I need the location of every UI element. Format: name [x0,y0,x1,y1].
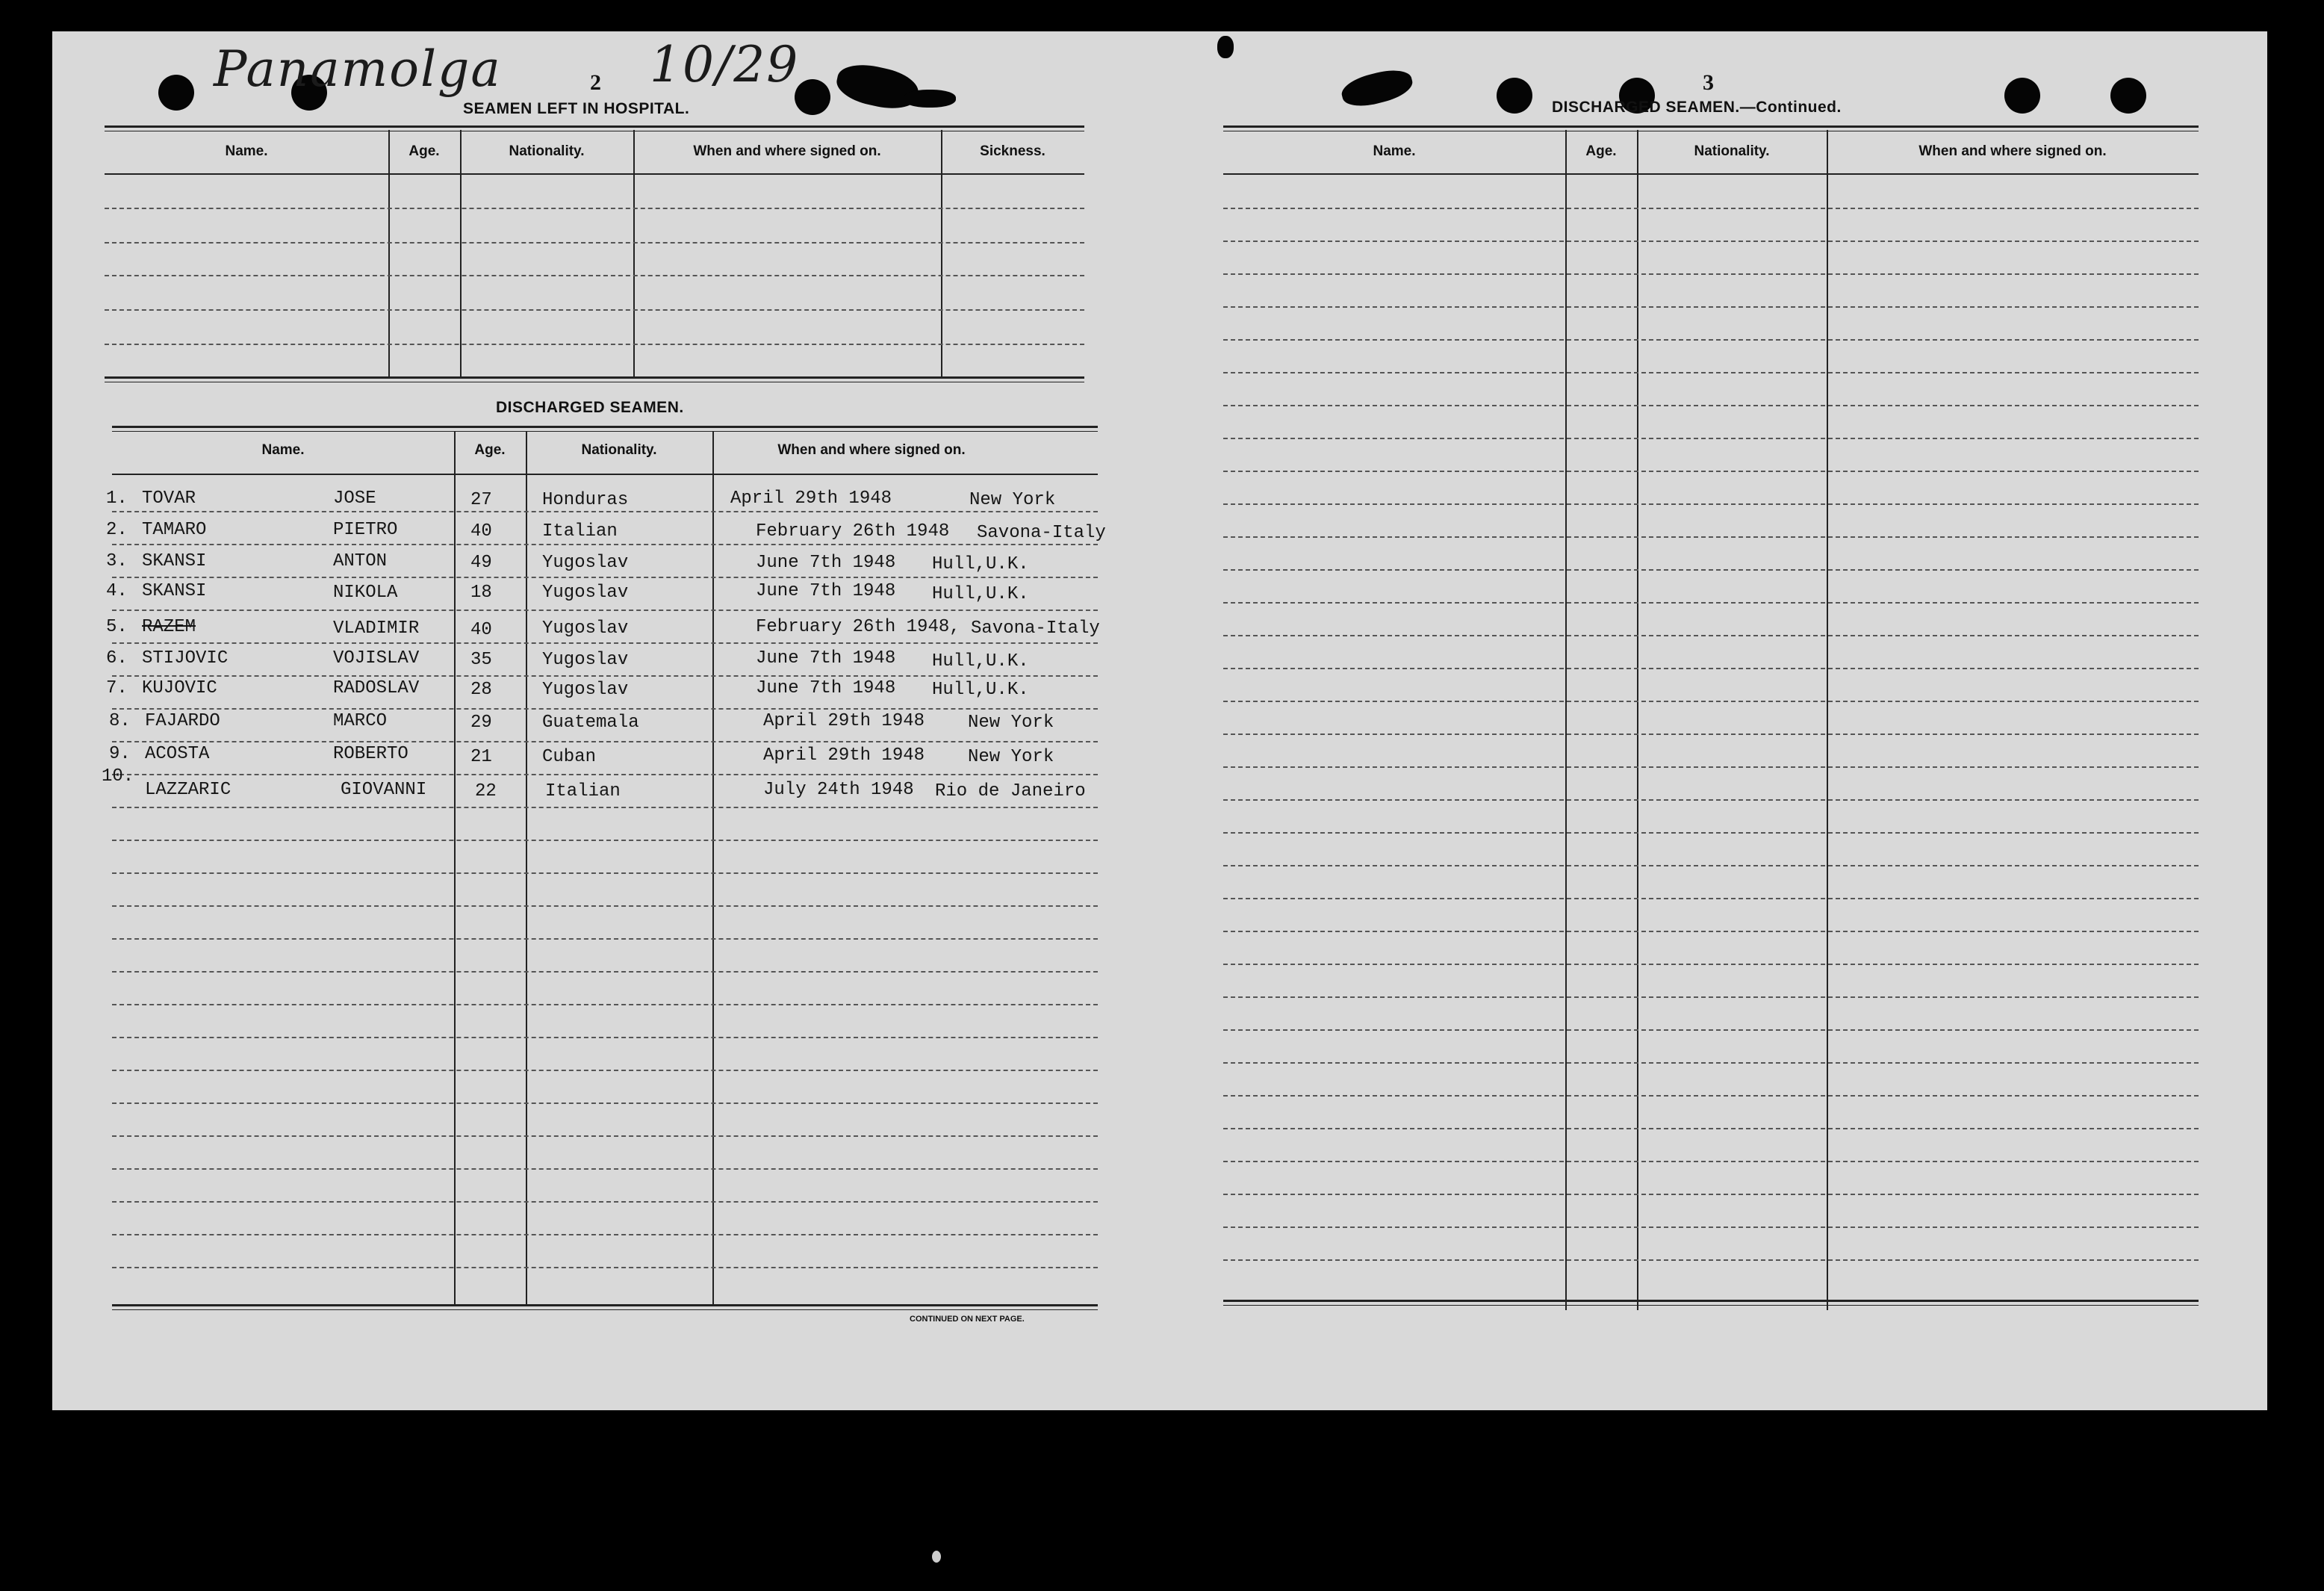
punch-hole [158,75,194,111]
given-name: VLADIMIR [333,618,420,639]
ink-blot [1217,36,1234,58]
surname: STIJOVIC [142,648,229,669]
age: 40 [470,620,492,640]
age: 35 [470,650,492,670]
row-number: 3. [106,551,128,571]
page-number-left: 2 [590,70,601,95]
discharged-continued-table [1223,125,2199,1321]
age: 21 [470,747,492,767]
signed-on-place: New York [968,747,1054,767]
header-name: Name. [225,143,268,159]
signed-on-date: June 7th 1948 [756,553,896,573]
surname: TAMARO [142,520,207,540]
discharged-table [102,426,1106,1339]
signed-on-place: New York [969,490,1056,510]
nationality: Italian [542,521,618,542]
nationality: Guatemala [542,713,639,733]
nationality: Yugoslav [542,680,629,700]
hospital-section-title: SEAMEN LEFT IN HOSPITAL. [463,100,690,117]
film-speck [932,1551,941,1563]
discharged-continued-title: DISCHARGED SEAMEN.—Continued. [1552,99,1842,116]
header-name: Name. [261,442,305,458]
handwritten-ship-name: Panamolga [214,40,502,98]
surname: FAJARDO [145,711,220,731]
header-signed-on: When and where signed on. [1918,143,2107,159]
manifest-sheet [52,31,2267,1410]
given-name: ROBERTO [333,744,408,764]
given-name: RADOSLAV [333,678,420,698]
punch-hole [795,79,830,115]
nationality: Yugoslav [542,650,629,670]
given-name: NIKOLA [333,583,398,603]
discharged-section-title: DISCHARGED SEAMEN. [496,399,684,416]
row-number: 8. [109,711,131,731]
header-nationality: Nationality. [581,442,657,458]
page-number-right: 3 [1703,70,1714,95]
given-name: GIOVANNI [341,780,427,800]
nationality: Yugoslav [542,583,629,603]
header-nationality: Nationality. [1694,143,1770,159]
ink-blot [833,59,922,114]
surname: TOVAR [142,489,196,509]
header-signed-on: When and where signed on. [777,442,966,458]
signed-on-place: Savona-Italy [977,523,1106,543]
ink-blot [1339,65,1416,111]
punch-hole [1497,78,1532,114]
signed-on-place: Savona-Italy [971,618,1100,639]
signed-on-date: February 26th 1948, [756,617,960,637]
signed-on-date: June 7th 1948 [756,581,896,601]
surname: LAZZARIC [145,780,232,800]
signed-on-date: April 29th 1948 [763,745,925,766]
given-name: MARCO [333,711,388,731]
age: 22 [475,781,497,801]
row-number: 10. [102,766,134,787]
handwritten-number: 10/29 [650,36,800,93]
nationality: Yugoslav [542,618,629,639]
given-name: JOSE [333,489,376,509]
header-nationality: Nationality. [509,143,585,159]
header-age: Age. [1585,143,1617,159]
surname: ACOSTA [145,744,210,764]
header-age: Age. [474,442,506,458]
given-name: PIETRO [333,520,398,540]
given-name: VOJISLAV [333,648,420,669]
header-age: Age. [408,143,440,159]
surname: RAZEM [142,617,196,637]
given-name: ANTON [333,551,388,571]
header-signed-on: When and where signed on. [693,143,881,159]
signed-on-place: Rio de Janeiro [935,781,1086,801]
row-number: 1. [106,489,128,509]
continued-note: CONTINUED ON NEXT PAGE. [910,1315,1025,1324]
age: 27 [470,490,492,510]
row-number: 6. [106,648,128,669]
age: 28 [470,680,492,700]
signed-on-date: June 7th 1948 [756,678,896,698]
signed-on-date: April 29th 1948 [730,489,892,509]
signed-on-date: July 24th 1948 [763,780,914,800]
signed-on-place: Hull,U.K. [932,584,1029,604]
signed-on-date: April 29th 1948 [763,711,925,731]
nationality: Yugoslav [542,553,629,573]
nationality: Honduras [542,490,629,510]
nationality: Cuban [542,747,597,767]
row-number: 5. [106,617,128,637]
age: 40 [470,521,492,542]
surname: KUJOVIC [142,678,217,698]
row-number: 7. [106,678,128,698]
age: 49 [470,553,492,573]
signed-on-date: June 7th 1948 [756,648,896,669]
age: 18 [470,583,492,603]
age: 29 [470,713,492,733]
row-number: 9. [109,744,131,764]
row-number: 4. [106,581,128,601]
hospital-table [105,125,1084,424]
surname: SKANSI [142,581,207,601]
header-sickness: Sickness. [980,143,1046,159]
surname: SKANSI [142,551,207,571]
signed-on-place: New York [968,713,1054,733]
punch-hole [2110,78,2146,114]
header-name: Name. [1373,143,1416,159]
signed-on-place: Hull,U.K. [932,680,1029,700]
row-number: 2. [106,520,128,540]
signed-on-date: February 26th 1948 [756,521,950,542]
punch-hole [2004,78,2040,114]
signed-on-place: Hull,U.K. [932,651,1029,672]
ink-blot [904,90,956,108]
nationality: Italian [545,781,621,801]
signed-on-place: Hull,U.K. [932,554,1029,574]
